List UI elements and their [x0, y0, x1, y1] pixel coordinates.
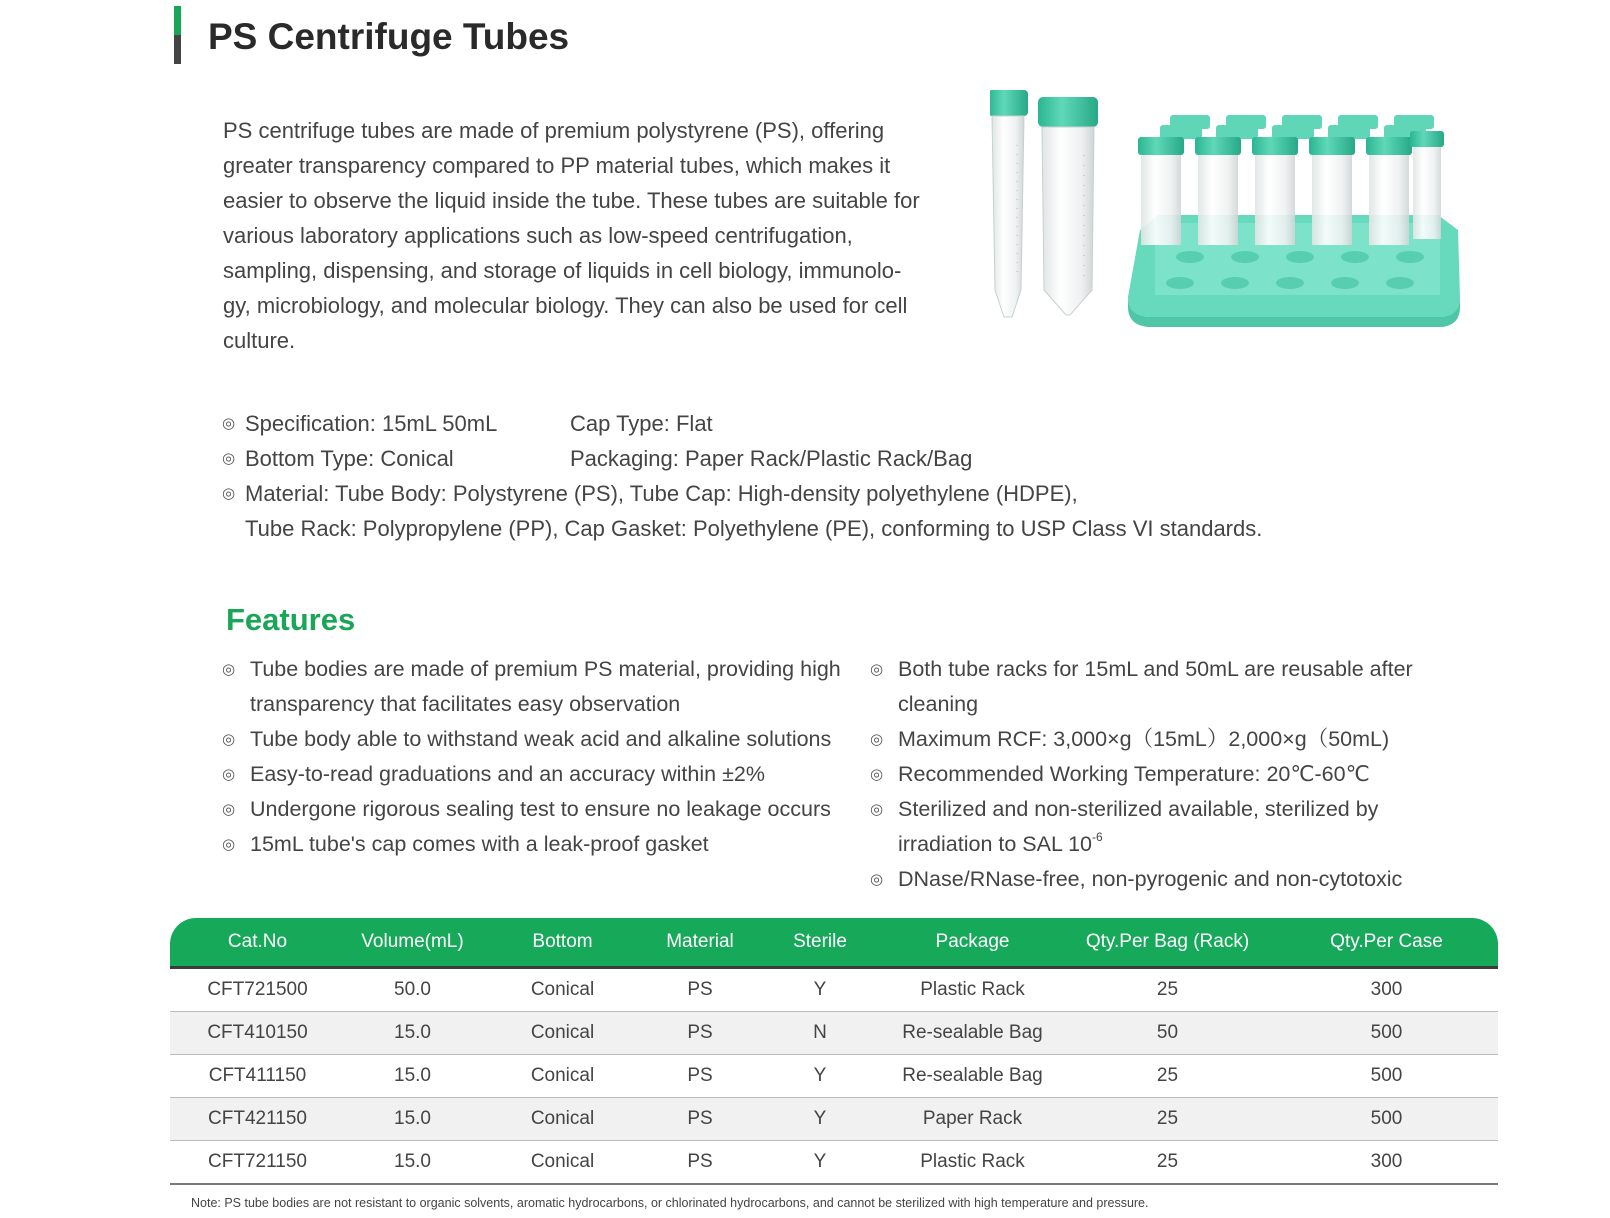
feature-item [870, 722, 1430, 757]
circle-bullet-icon: ◎ [870, 871, 884, 888]
feature-text: 15mL tube's cap comes with a leak-proof gasket [250, 832, 709, 856]
table-cell: 300 [1275, 968, 1498, 1012]
product-table [170, 918, 1498, 1185]
table-cell: CFT721500 [170, 968, 345, 1012]
table-cell: Conical [480, 1098, 645, 1141]
table-cell: Conical [480, 1012, 645, 1055]
table-row [170, 1055, 1498, 1098]
circle-bullet-icon: ◎ [222, 766, 236, 783]
table-header-row [170, 918, 1498, 968]
table-cell: 25 [1060, 1055, 1275, 1098]
features-left-column [222, 652, 842, 862]
feature-text: Undergone rigorous sealing test to ensure no leakage occurs [250, 797, 831, 821]
table-cell: CFT421150 [170, 1098, 345, 1141]
table-cell: PS [645, 1055, 755, 1098]
table-cell: 25 [1060, 968, 1275, 1012]
table-cell: 50.0 [345, 968, 480, 1012]
table-cell: Re-sealable Bag [885, 1055, 1060, 1098]
table-cell: Plastic Rack [885, 1141, 1060, 1185]
features-right-column [870, 652, 1430, 897]
table-cell: Y [755, 1098, 885, 1141]
feature-item [870, 862, 1430, 897]
specification-list [222, 406, 1422, 546]
table-cell: 50 [1060, 1012, 1275, 1055]
column-header: Qty.Per Case [1275, 918, 1498, 968]
table-cell: Y [755, 968, 885, 1012]
table-row [170, 1012, 1498, 1055]
page-title: PS Centrifuge Tubes [208, 16, 570, 57]
spec-row [222, 476, 1422, 511]
table-cell: Conical [480, 1055, 645, 1098]
table-cell: 25 [1060, 1141, 1275, 1185]
spec-packaging: Packaging: Paper Rack/Plastic Rack/Bag [570, 446, 973, 471]
column-header: Cat.No [170, 918, 345, 968]
circle-bullet-icon: ◎ [222, 731, 236, 748]
feature-item [222, 792, 842, 827]
table-cell: PS [645, 1012, 755, 1055]
circle-bullet-icon: ◎ [870, 801, 884, 818]
table-row [170, 968, 1498, 1012]
spec-specification: Specification: 15mL 50mL [245, 411, 498, 436]
spec-material: Material: Tube Body: Polystyrene (PS), Tube Cap: High-density polyethylene (HDPE), [245, 481, 1078, 506]
table-cell: 15.0 [345, 1098, 480, 1141]
table-cell: Paper Rack [885, 1098, 1060, 1141]
product-photo [990, 85, 1500, 370]
table-cell: Conical [480, 968, 645, 1012]
intro-paragraph: PS centrifuge tubes are made of premium polystyrene (PS), offering greater transparency compared to PP material tubes, which makes it easier to observe the liquid inside the tube. These tubes are suitable for various laboratory applications such as low-speed centrifugation, sampling, dispensing, and storage of liquids in cell biology, immunolo-gy, microbiology, and molecular biology. They can also be used for cell culture. [223, 118, 920, 353]
table-cell: 15.0 [345, 1012, 480, 1055]
column-header: Qty.Per Bag (Rack) [1060, 918, 1275, 968]
table-cell: CFT410150 [170, 1012, 345, 1055]
spec-row [222, 511, 1422, 546]
table-cell: 300 [1275, 1141, 1498, 1185]
table-cell: 15.0 [345, 1055, 480, 1098]
circle-bullet-icon: ◎ [870, 661, 884, 678]
table-cell: 15.0 [345, 1141, 480, 1185]
spec-row [222, 406, 1422, 441]
column-header: Bottom [480, 918, 645, 968]
title-accent-bar [174, 6, 181, 64]
table-row [170, 1141, 1498, 1185]
feature-item [222, 722, 842, 757]
feature-text: Tube bodies are made of premium PS material, providing high transparency that facilitates easy observation [250, 657, 841, 716]
feature-text: Both tube racks for 15mL and 50mL are reusable after cleaning [898, 657, 1413, 716]
table-cell: CFT411150 [170, 1055, 345, 1098]
table-row [170, 1098, 1498, 1141]
table-cell: 500 [1275, 1012, 1498, 1055]
feature-item [222, 757, 842, 792]
spec-cap-type: Cap Type: Flat [570, 411, 713, 436]
feature-item [222, 827, 842, 862]
column-header: Volume(mL) [345, 918, 480, 968]
circle-bullet-icon: ◎ [222, 450, 236, 467]
feature-item [870, 792, 1430, 862]
circle-bullet-icon: ◎ [870, 731, 884, 748]
feature-item [870, 757, 1430, 792]
column-header: Material [645, 918, 755, 968]
table-cell: PS [645, 968, 755, 1012]
table-cell: Conical [480, 1141, 645, 1185]
circle-bullet-icon: ◎ [222, 661, 236, 678]
spec-bottom-type: Bottom Type: Conical [245, 446, 454, 471]
feature-item [222, 652, 842, 722]
table-cell: PS [645, 1141, 755, 1185]
table-cell: 500 [1275, 1055, 1498, 1098]
circle-bullet-icon: ◎ [870, 766, 884, 783]
feature-text: Recommended Working Temperature: 20℃-60℃ [898, 762, 1370, 786]
table-cell: Plastic Rack [885, 968, 1060, 1012]
footnote: Note: PS tube bodies are not resistant to organic solvents, aromatic hydrocarbons, or chlorinated hydrocarbons, and cannot be sterilized with high temperature and pressure. [191, 1196, 1149, 1210]
column-header: Sterile [755, 918, 885, 968]
feature-text: Tube body able to withstand weak acid and alkaline solutions [250, 727, 832, 751]
feature-text: Sterilized and non-sterilized available, sterilized by irradiation to SAL 10 [898, 797, 1379, 856]
circle-bullet-icon: ◎ [222, 836, 236, 853]
feature-text: Maximum RCF: 3,000×g（15mL）2,000×g（50mL) [898, 727, 1390, 751]
table-cell: PS [645, 1098, 755, 1141]
table-cell: 25 [1060, 1098, 1275, 1141]
table-cell: CFT721150 [170, 1141, 345, 1185]
column-header: Package [885, 918, 1060, 968]
feature-text: DNase/RNase-free, non-pyrogenic and non-cytotoxic [898, 867, 1403, 891]
circle-bullet-icon: ◎ [222, 415, 236, 432]
table-cell: Y [755, 1055, 885, 1098]
sal-exponent: -6 [1092, 830, 1103, 844]
table-cell: N [755, 1012, 885, 1055]
table-cell: Re-sealable Bag [885, 1012, 1060, 1055]
table-cell: 500 [1275, 1098, 1498, 1141]
feature-text: Easy-to-read graduations and an accuracy within ±2% [250, 762, 765, 786]
circle-bullet-icon: ◎ [222, 485, 236, 502]
spec-row [222, 441, 1422, 476]
features-heading: Features [226, 602, 356, 637]
table-cell: Y [755, 1141, 885, 1185]
spec-material-continued: Tube Rack: Polypropylene (PP), Cap Gasket: Polyethylene (PE), conforming to USP Class VI standards. [245, 516, 1263, 541]
circle-bullet-icon: ◎ [222, 801, 236, 818]
feature-item [870, 652, 1430, 722]
